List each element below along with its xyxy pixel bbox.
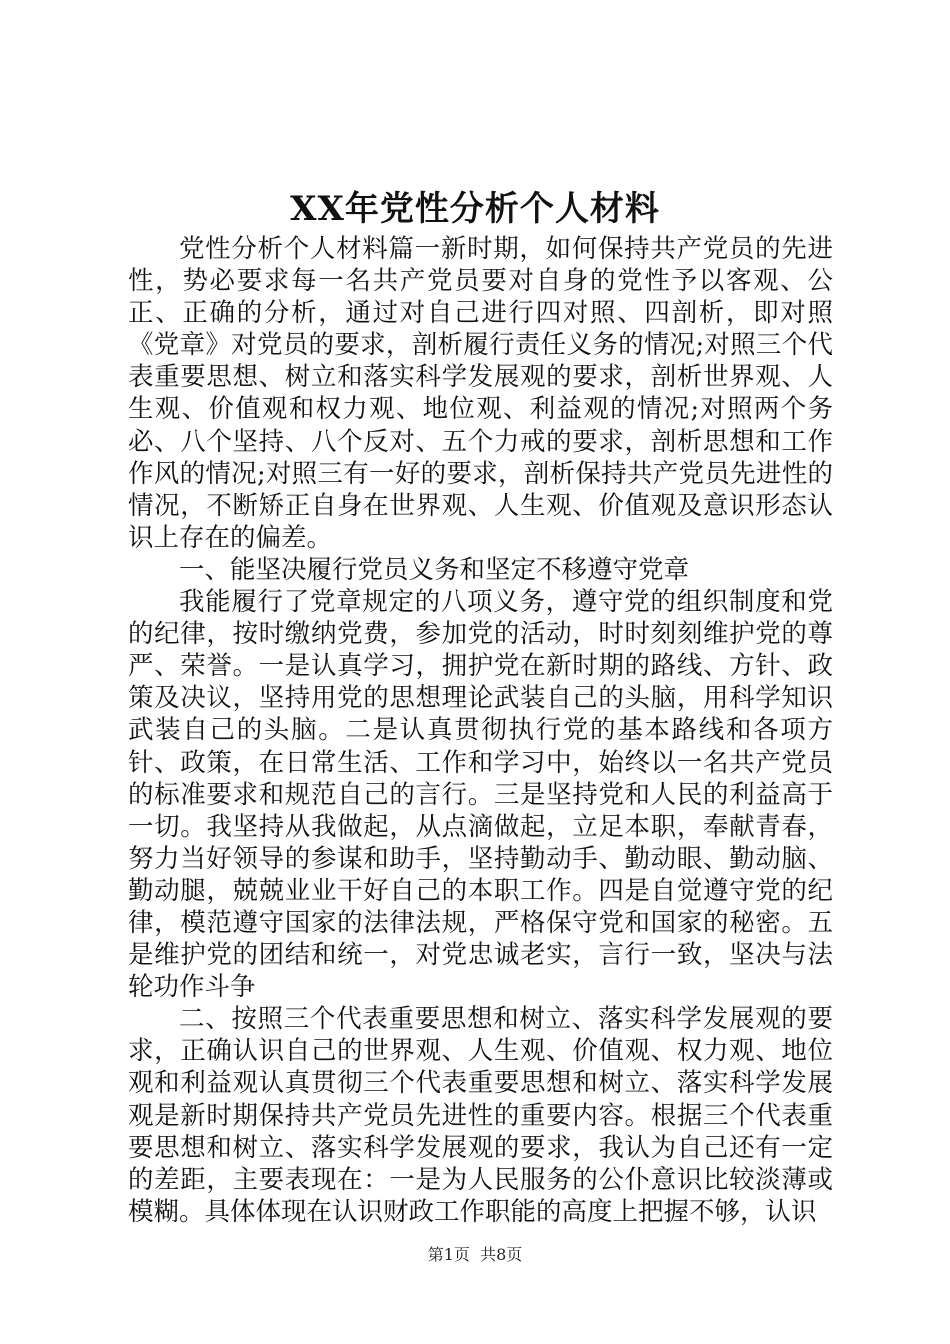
page-total: 共8页 <box>480 1245 523 1264</box>
document-body <box>128 233 833 1228</box>
body-paragraph-section-1: 我能履行了党章规定的八项义务，遵守党的组织制度和党的纪律，按时缴纳党费，参加党的活动，时时刻刻维护党的尊严、荣誉。一是认真学习，拥护党在新时期的路线、方针、政策及决议，坚持用党的思想理论武装自己的头脑，用科学知识武装自己的头脑。二是认真贯彻执行党的基本路线和各项方针、政策，在日常生活、工作和学习中，始终以一名共产党员的标准要求和规范自己的言行。三是坚持党和人民的利益高于一切。我坚持从我做起，从点滴做起，立足本职，奉献青春，努力当好领导的参谋和助手，坚持勤动手、勤动眼、勤动脑、勤动腿，兢兢业业干好自己的本职工作。四是自觉遵守党的纪律，模范遵守国家的法律法规，严格保守党和国家的秘密。五是维护党的团结和统一，对党忠诚老实，言行一致，坚决与法轮功作斗争 <box>128 587 833 1003</box>
page-number: 第1页 <box>427 1245 470 1264</box>
document-title: XX年党性分析个人材料 <box>290 189 660 229</box>
section-heading-1: 一、能坚决履行党员义务和坚定不移遵守党章 <box>179 554 690 585</box>
body-paragraph-intro: 党性分析个人材料篇一新时期，如何保持共产党员的先进性，势必要求每一名共产党员要对自身的党性予以客观、公正、正确的分析，通过对自己进行四对照、四剖析，即对照《党章》对党员的要求，剖析履行责任义务的情况;对照三个代表重要思想、树立和落实科学发展观的要求，剖析世界观、人生观、价值观和权力观、地位观、利益观的情况;对照两个务必、八个坚持、八个反对、五个力戒的要求，剖析思想和工作作风的情况;对照三有一好的要求，剖析保持共产党员先进性的情况，不断矫正自身在世界观、人生观、价值观及意识形态认识上存在的偏差。 <box>128 234 833 553</box>
page-footer <box>0 1244 950 1266</box>
body-paragraph-section-2: 二、按照三个代表重要思想和树立、落实科学发展观的要求，正确认识自己的世界观、人生观、价值观、权力观、地位观和利益观认真贯彻三个代表重要思想和树立、落实科学发展观是新时期保持共产党员先进性的重要内容。根据三个代表重要思想和树立、落实科学发展观的要求，我认为自己还有一定的差距，主要表现在：一是为人民服务的公仆意识比较淡薄或模糊。具体体现在认识财政工作职能的高度上把握不够，认识 <box>128 1004 833 1227</box>
